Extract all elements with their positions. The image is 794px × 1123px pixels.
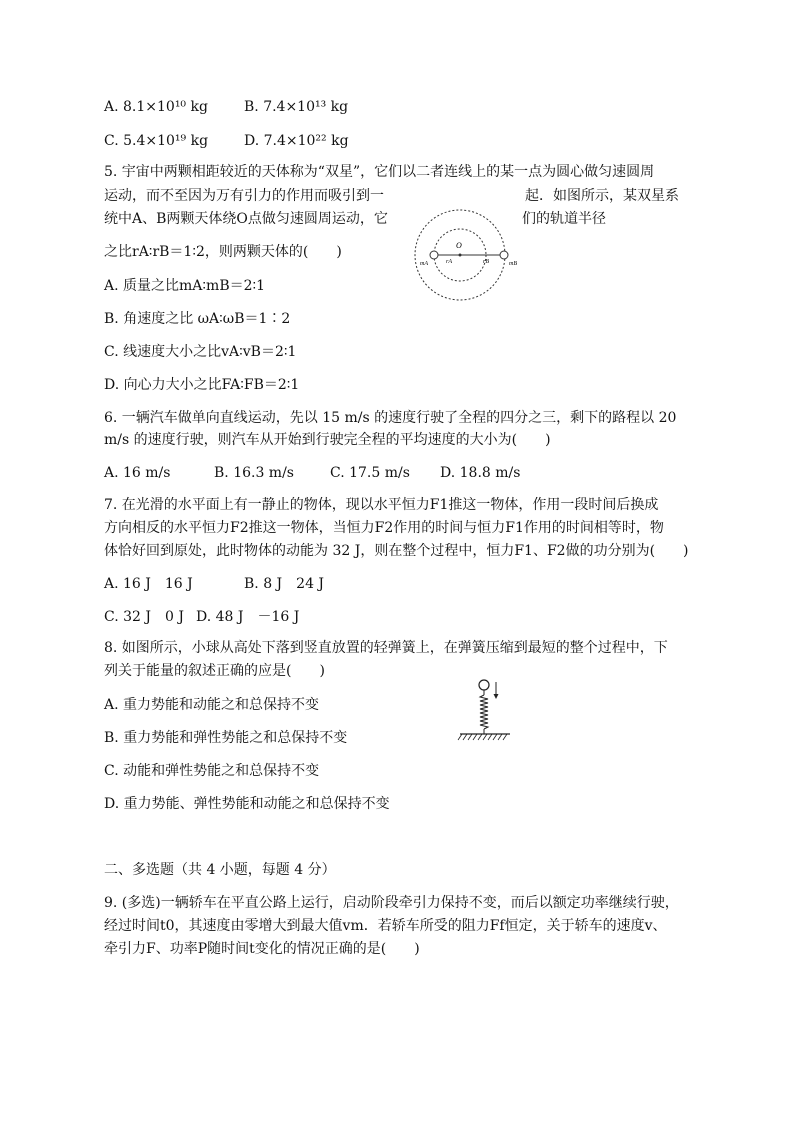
label-mb: mB: [509, 261, 517, 267]
label-rb: rB: [483, 259, 489, 265]
q4-option-b: B. 7.4×10¹³ kg: [244, 99, 349, 115]
ball: [479, 680, 489, 690]
q5-stem-line-2b: 起．如图所示，某双星系: [525, 188, 679, 204]
center-point: [459, 254, 462, 257]
q6-stem-line-1: 6. 一辆汽车做单向直线运动，先以 15 m/s 的速度行驶了全程的四分之三，剩下的路程以 20: [104, 410, 677, 426]
q6-option-d: D. 18.8 m/s: [440, 465, 521, 481]
q8-option-a: A. 重力势能和动能之和总保持不变: [104, 697, 320, 713]
q7-option-d: D. 48 J －16 J: [196, 609, 300, 625]
q5-option-c: C. 线速度大小之比vA∶vB＝2∶1: [104, 344, 297, 360]
q7-option-c: C. 32 J 0 J: [104, 609, 184, 625]
q6-stem-line-2: m/s 的速度行驶，则汽车从开始到行驶完全程的平均速度的大小为( ): [104, 432, 551, 448]
q7-option-b: B. 8 J 24 J: [244, 576, 325, 592]
q7-option-a: A. 16 J 16 J: [104, 576, 193, 592]
label-ma: mA: [420, 261, 428, 267]
down-arrow-head-icon: [494, 694, 499, 699]
star-a: [430, 251, 438, 259]
q4-option-a: A. 8.1×10¹⁰ kg: [104, 99, 208, 115]
q5-stem-line-3b: 们的轨道半径: [522, 211, 606, 227]
section-heading-multiple-choice: 二、多选题（共 4 小题，每题 4 分）: [104, 862, 336, 878]
label-ra: rA: [446, 259, 452, 265]
q8-stem-line-2: 列关于能量的叙述正确的应是( ): [104, 663, 325, 679]
q9-stem-line-3: 牵引力F、功率P随时间t变化的情况正确的是( ): [104, 941, 420, 957]
q5-stem-line-4: 之比rA∶rB＝1∶2，则两颗天体的( ): [104, 244, 342, 260]
q7-stem-line-3: 体恰好回到原处，此时物体的动能为 32 J，则在整个过程中，恒力F1、F2做的功分别为( ): [104, 543, 689, 559]
ground-hatching: [458, 734, 507, 740]
q6-option-a: A. 16 m/s: [104, 465, 171, 481]
spring-ball-figure: [456, 676, 514, 744]
q5-stem-line-3a: 统中A、B两颗天体绕O点做匀速圆周运动，它: [104, 211, 388, 227]
spring-coil: [480, 695, 488, 729]
q5-option-a: A. 质量之比mA∶mB＝2∶1: [104, 278, 266, 294]
q6-option-c: C. 17.5 m/s: [330, 465, 410, 481]
q8-option-d: D. 重力势能、弹性势能和动能之和总保持不变: [104, 796, 390, 812]
q8-stem-line-1: 8. 如图所示，小球从高处下落到竖直放置的轻弹簧上，在弹簧压缩到最短的整个过程中，下: [104, 640, 668, 656]
q6-option-b: B. 16.3 m/s: [214, 465, 294, 481]
q7-stem-line-2: 方向相反的水平恒力F2推这一物体，当恒力F2作用的时间与恒力F1作用的时间相等时，物: [104, 520, 664, 536]
star-b: [500, 251, 508, 259]
binary-star-figure: [412, 208, 522, 304]
label-o: O: [456, 241, 462, 250]
q9-stem-line-1: 9. (多选)一辆轿车在平直公路上运行，启动阶段牵引力保持不变，而后以额定功率继续行驶，: [104, 895, 679, 911]
q5-stem-line-1: 5. 宇宙中两颗相距较近的天体称为“双星”，它们以二者连线上的某一点为圆心做匀速圆周: [104, 164, 655, 180]
q5-stem-line-2a: 运动，而不至因为万有引力的作用而吸引到一: [104, 188, 384, 204]
q5-option-b: B. 角速度之比 ωA∶ωB＝1∶2: [104, 311, 291, 327]
q5-option-d: D. 向心力大小之比FA∶FB＝2∶1: [104, 377, 300, 393]
q7-stem-line-1: 7. 在光滑的水平面上有一静止的物体，现以水平恒力F1推这一物体，作用一段时间后换成: [104, 497, 659, 513]
q9-stem-line-2: 经过时间t0，其速度由零增大到最大值vm．若轿车所受的阻力Ff恒定，关于轿车的速度v、: [104, 918, 667, 934]
q4-option-d: D. 7.4×10²² kg: [244, 133, 349, 149]
q8-option-c: C. 动能和弹性势能之和总保持不变: [104, 763, 320, 779]
q4-option-c: C. 5.4×10¹⁹ kg: [104, 133, 209, 149]
q8-option-b: B. 重力势能和弹性势能之和总保持不变: [104, 730, 348, 746]
